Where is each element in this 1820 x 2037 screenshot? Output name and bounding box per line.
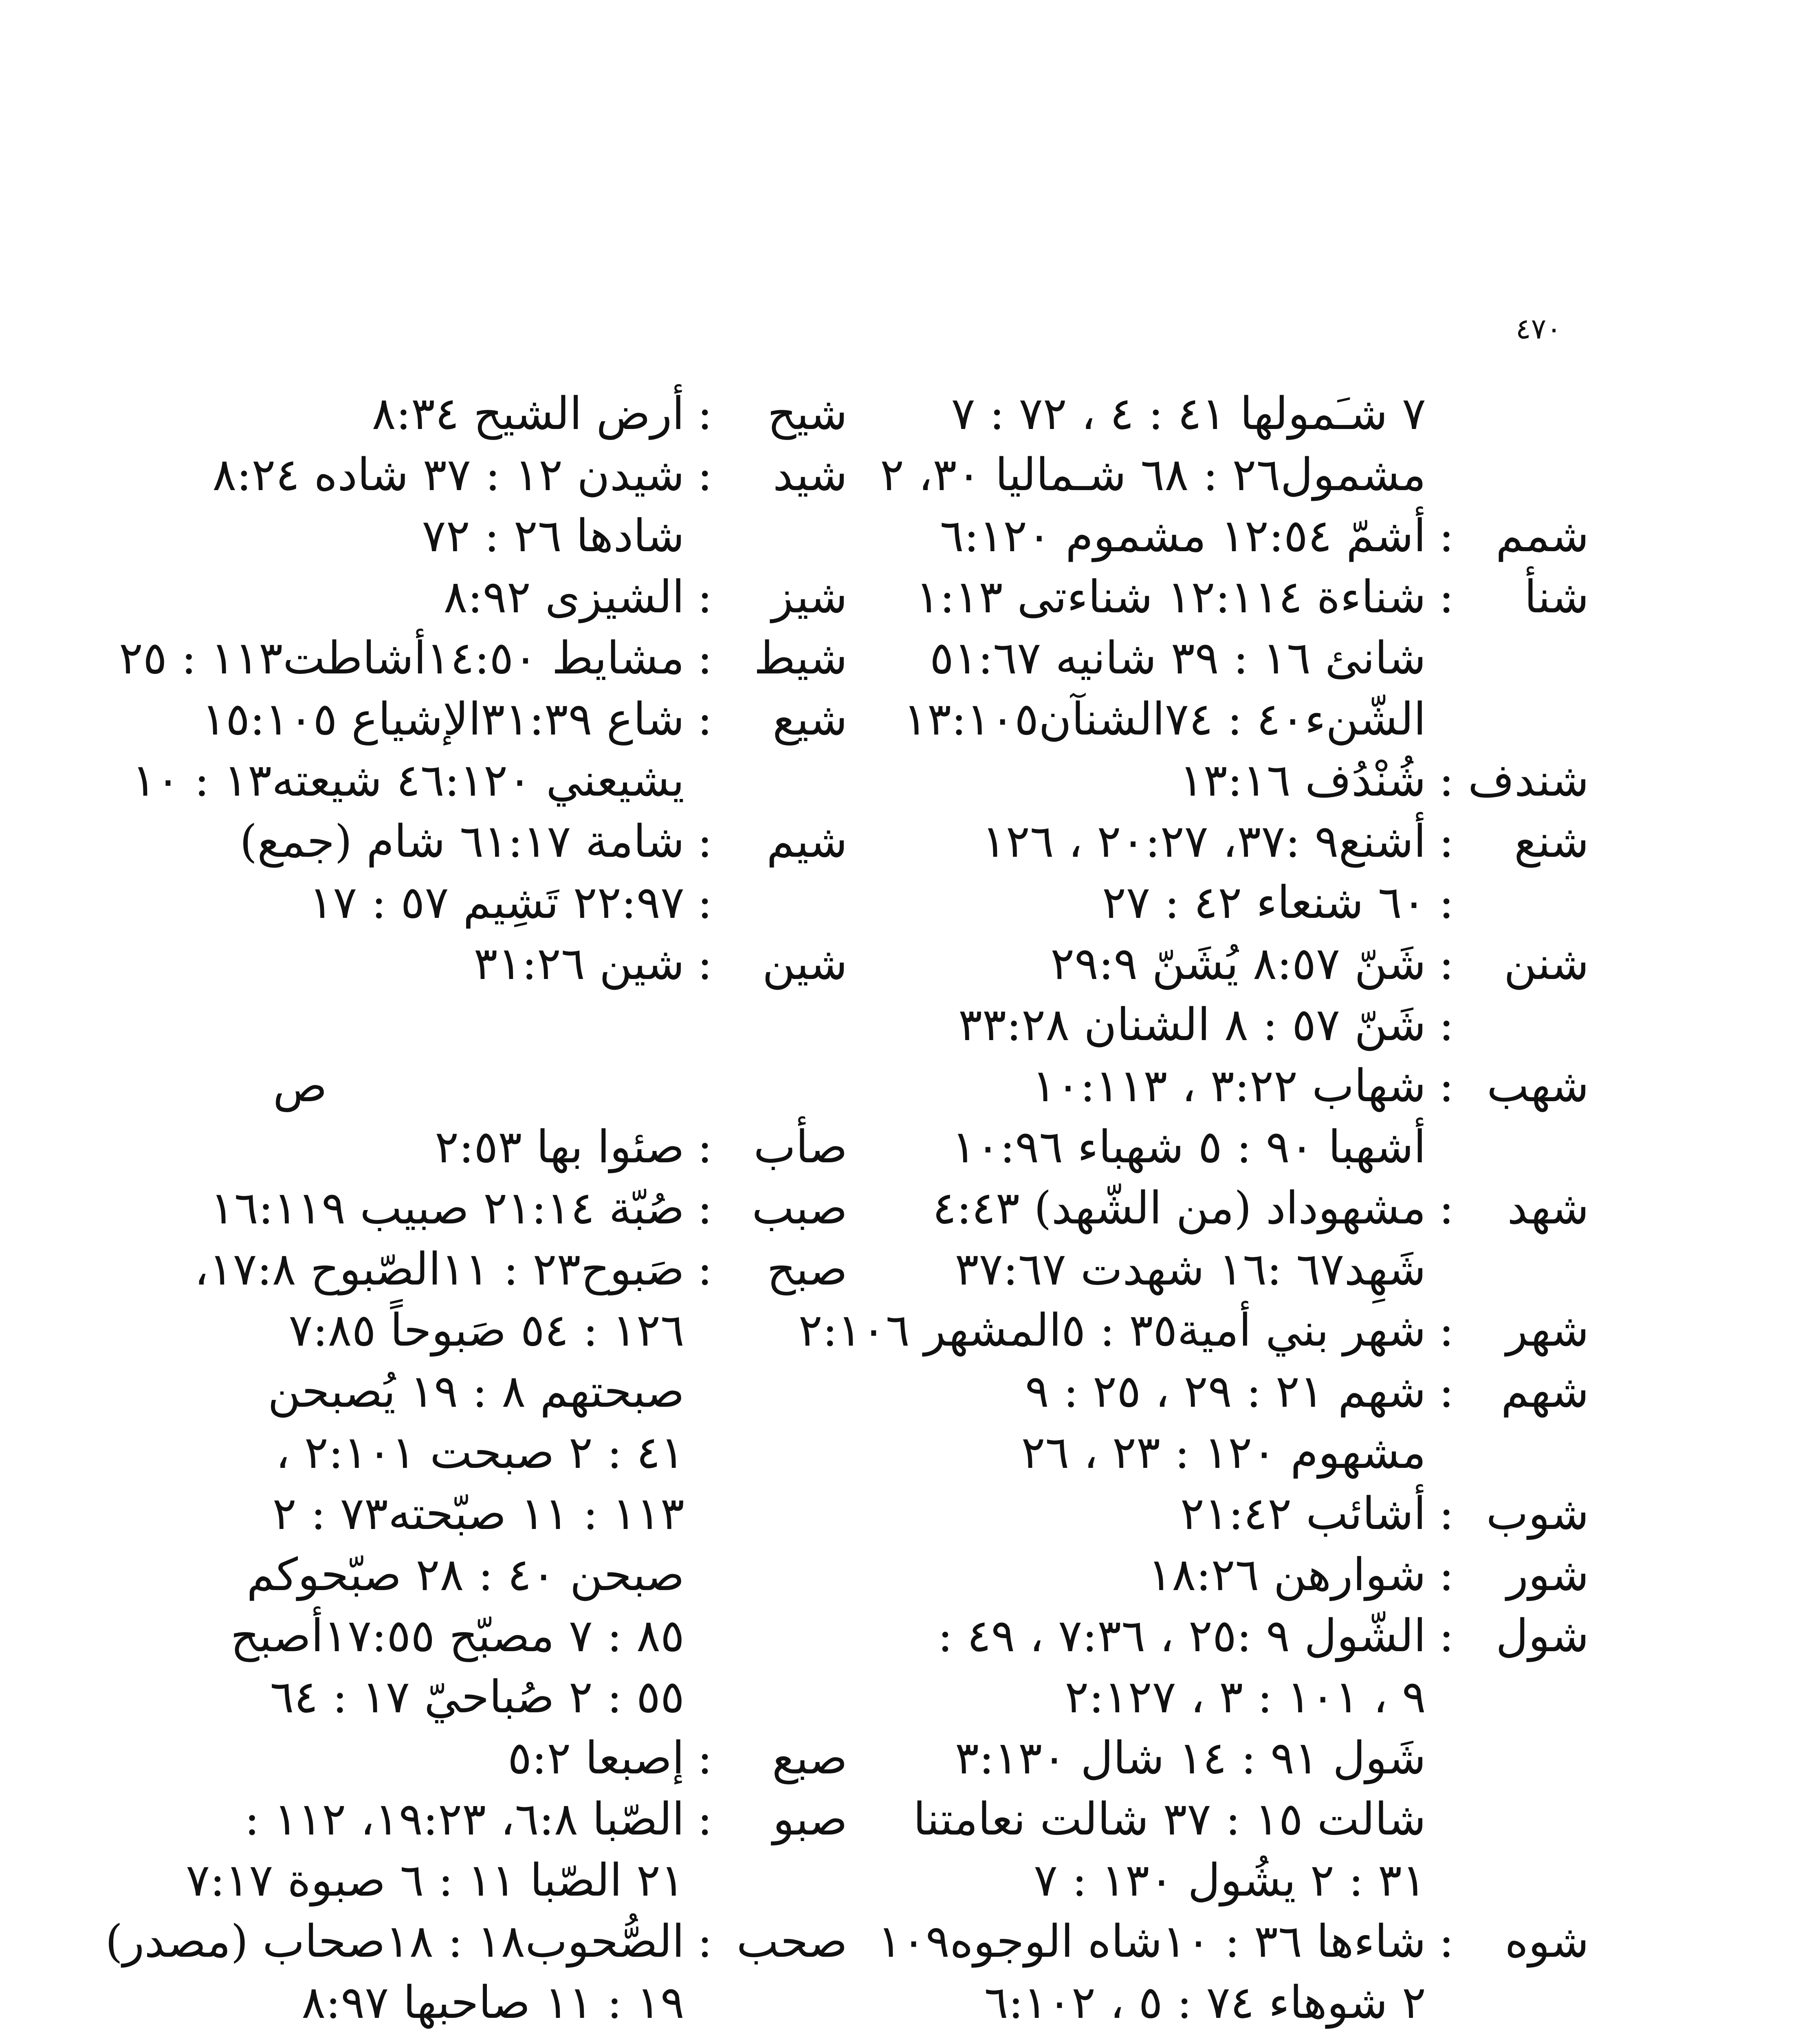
- index-entry: [970, 750, 1589, 811]
- entry-references: ٢٢:٩٧ تَشِيم ٥٧ : ١٧: [309, 876, 684, 928]
- entry-separator: :: [1439, 1610, 1454, 1662]
- entry-separator: :: [1439, 999, 1454, 1051]
- entry-references: ٩ ، ١٠١ : ٣ ، ٢:١٢٧: [1065, 1671, 1426, 1723]
- index-entry: [970, 1483, 1589, 1544]
- entry-root: شنأ: [1524, 571, 1589, 623]
- entry-separator: :: [1439, 876, 1454, 928]
- index-entry: [903, 689, 1589, 750]
- entry-references: الشّول ٩ :٢٥ ، ٧:٣٦ ، ٤٩ :: [938, 1610, 1426, 1662]
- index-entry: [119, 627, 847, 689]
- entry-references: شاءها ٣٦ : ١٠شاه الوجوه١٠٩: [877, 1915, 1426, 1967]
- entry-separator: [1426, 2033, 1467, 2037]
- index-entry: [186, 1850, 847, 1911]
- index-entry: [929, 627, 1589, 689]
- entry-separator: :: [697, 937, 713, 990]
- entry-root: شهب: [1487, 1060, 1589, 1112]
- index-entry: [228, 1361, 847, 1422]
- index-entry: [798, 1300, 1589, 1361]
- entry-separator: :: [697, 815, 713, 867]
- entry-root: شور: [1506, 1549, 1589, 1601]
- entry-separator: :: [1439, 1182, 1454, 1234]
- entry-root: شهر: [1506, 1304, 1589, 1356]
- entry-root: شيط: [754, 632, 847, 684]
- index-entry: [951, 383, 1589, 444]
- index-entry: [970, 872, 1589, 933]
- entry-references: [887, 2033, 1426, 2037]
- entry-separator: :: [697, 571, 713, 623]
- index-entry: [212, 444, 847, 505]
- entry-references: أشمّ ١٢:٥٤ مشموم ٦:١٢٠: [940, 510, 1426, 562]
- blank-line: [228, 994, 847, 1055]
- page-number: ٤٧٠: [1516, 312, 1562, 345]
- entry-references: ١٩ : ١١ صاحبها ٨:٩٧: [301, 1976, 684, 2028]
- index-entry: [970, 933, 1589, 994]
- index-entry: [228, 1788, 847, 1850]
- entry-separator: :: [697, 876, 713, 928]
- entry-references: صُبّة ٢١:١٤ صبيب ١٦:١١٩: [210, 1182, 684, 1234]
- index-entry: [202, 689, 847, 750]
- index-entry: [228, 1483, 847, 1544]
- entry-references: شوارهن ١٨:٢٦: [1148, 1549, 1426, 1601]
- index-entry: [913, 1788, 1589, 1850]
- index-entry: [228, 2033, 847, 2037]
- entry-references: [228, 2033, 684, 2037]
- entry-root: صبو: [772, 1793, 847, 1845]
- entry-root: شنع: [1514, 815, 1589, 867]
- index-entry: [880, 444, 1589, 505]
- entry-references: شهر بني أمية٣٥ : ٥المشهر ٢:١٠٦: [798, 1304, 1426, 1356]
- entry-root: شنن: [1503, 937, 1589, 990]
- entry-references: ٢١ الصّبا ١١ : ٦ صبوة ٧:١٧: [186, 1854, 684, 1906]
- entry-references: شاع ٣١:٣٩الإشياع ١٥:١٠٥: [202, 693, 684, 745]
- entry-references: ٤١ : ٢ صبحت ٢:١٠١ ،: [275, 1426, 684, 1478]
- index-entry: [228, 872, 847, 933]
- section-letter: ص: [273, 1060, 327, 1112]
- entry-root: صبع: [772, 1732, 847, 1784]
- entry-separator: :: [697, 387, 713, 440]
- index-entry: [877, 1911, 1589, 1972]
- entry-references: ١٢٦ : ٥٤ صَبوحاً ٧:٨٥: [288, 1304, 684, 1356]
- entry-references: أرض الشيح ٨:٣٤: [372, 387, 684, 440]
- entry-separator: :: [697, 1915, 713, 1967]
- index-entry: [940, 505, 1589, 566]
- index-entry: [210, 1177, 847, 1238]
- entry-separator: :: [1439, 1487, 1454, 1540]
- entry-root: [1467, 2033, 1589, 2037]
- index-entry: [228, 383, 847, 444]
- index-entry: [132, 750, 847, 811]
- entry-references: أشائب ٢١:٤٢: [1180, 1487, 1426, 1540]
- entry-references: شامة ٦١:١٧ شام (جمع): [240, 815, 684, 867]
- entry-root: شهد: [1507, 1182, 1589, 1234]
- entry-references: شانئ ١٦ : ٣٩ شانيه ٥١:٦٧: [929, 632, 1426, 684]
- entry-separator: :: [1439, 1060, 1454, 1112]
- index-entry: [955, 1238, 1589, 1300]
- index-entry: [228, 1972, 847, 2033]
- index-entry: [970, 1972, 1589, 2033]
- entry-root: شوه: [1505, 1915, 1589, 1967]
- entry-separator: :: [1439, 1304, 1454, 1356]
- entry-references: يشيعني ٤٦:١٢٠ شيعته١٣ : ١٠: [132, 754, 684, 806]
- entry-references: صئوا بها ٢:٥٣: [434, 1121, 684, 1173]
- entry-references: شُنْدُف ١٣:١٦: [1179, 754, 1426, 806]
- index-entry: [955, 1727, 1589, 1788]
- entry-references: شين ٣١:٢٦: [473, 937, 684, 990]
- entry-references: شالت ١٥ : ٣٧ شالت نعامتنا: [913, 1793, 1426, 1845]
- entry-references: شيدن ١٢ : ٣٧ شاده ٨:٢٤: [212, 449, 684, 501]
- entry-root: شوب: [1486, 1487, 1589, 1540]
- index-entry: [228, 1116, 847, 1177]
- index-entry: [228, 1544, 847, 1605]
- index-entry: [970, 1422, 1589, 1483]
- index-entry: [970, 1361, 1589, 1422]
- entry-references: شَول ٩١ : ١٤ شال ٣:١٣٠: [955, 1732, 1426, 1784]
- entry-root: صأب: [753, 1121, 847, 1173]
- entry-references: إصبعا ٥:٢: [508, 1732, 684, 1784]
- entry-separator: :: [697, 1793, 713, 1845]
- entry-references: شناءة ١٢:١١٤ شناءتى ١:١٣: [916, 571, 1426, 623]
- entry-separator: :: [1439, 1549, 1454, 1601]
- entry-references: مشايط ١٤:٥٠أشاطت١١٣ : ٢٥: [119, 632, 684, 684]
- index-entry: [228, 1666, 847, 1727]
- entry-references: ٥٥ : ٢ صُباحيّ ١٧ : ٦٤: [270, 1671, 684, 1723]
- entry-root: شيع: [772, 693, 847, 745]
- entry-separator: :: [1439, 510, 1454, 562]
- entry-references: ٢ شوهاء ٧٤ : ٥ ، ٦:١٠٢: [984, 1976, 1426, 2028]
- index-entry: [228, 566, 847, 627]
- entry-separator: :: [1439, 937, 1454, 990]
- entry-separator: :: [1439, 1915, 1454, 1967]
- entry-references: شهم ٢١ : ٢٩ ، ٢٥ : ٩: [1025, 1365, 1426, 1417]
- index-entry: [951, 1116, 1589, 1177]
- entry-separator: :: [697, 1243, 713, 1295]
- entry-references: مشهوداد (من الشّهد) ٤:٤٣: [932, 1182, 1426, 1234]
- entry-root: صبب: [752, 1182, 847, 1234]
- entry-references: أشنع٩ :٣٧، ٢٠:٢٧ ، ١٢٦: [982, 815, 1426, 867]
- entry-references: شَنّ ٥٧ : ٨ الشنان ٣٣:٢٨: [958, 999, 1426, 1051]
- index-entry: [970, 811, 1589, 872]
- entry-references: شادها ٢٦ : ٧٢: [422, 510, 684, 562]
- index-entry: [228, 1422, 847, 1483]
- index-entry: [938, 1605, 1589, 1666]
- entry-references: الشيزى ٨:٩٢: [443, 571, 684, 623]
- entry-references: أشهبا ٩٠ : ٥ شهباء ١٠:٩٦: [951, 1121, 1426, 1173]
- index-entry: [970, 2033, 1589, 2037]
- entry-separator: :: [697, 693, 713, 745]
- entry-references: مشمول٢٦ : ٦٨ شـماليا ٣٠، ٢: [880, 449, 1426, 501]
- entry-root: شندف: [1468, 754, 1589, 806]
- entry-references: شهاب ٣:٢٢ ، ١٠:١١٣: [1032, 1060, 1426, 1112]
- entry-references: الصُّحوب١٨ : ١٨صحاب (مصدر): [105, 1915, 684, 1967]
- entry-root: شول: [1496, 1610, 1589, 1662]
- entry-references: ٧ شـَمولها ٤١ : ٤ ، ٧٢ : ٧: [951, 387, 1426, 440]
- entry-root: شيد: [772, 449, 847, 501]
- index-entry: [228, 811, 847, 872]
- entry-references: ١١٣ : ١١ صبّحته٧٣ : ٢: [272, 1487, 684, 1540]
- entry-references: صَبوح٢٣ : ١١الصّبوح ١٧:٨،: [194, 1243, 684, 1295]
- index-entry: [105, 1911, 847, 1972]
- entry-references: الشّنء٤٠ : ٧٤الشنآن١٣:١٠٥: [903, 693, 1426, 745]
- entry-references: شَهِد٦٧ :١٦ شهدت ٣٧:٦٧: [955, 1243, 1426, 1295]
- entry-separator: :: [1439, 754, 1454, 806]
- index-entry: [958, 994, 1589, 1055]
- entry-separator: :: [1439, 815, 1454, 867]
- index-entry: [228, 933, 847, 994]
- entry-separator: :: [697, 1732, 713, 1784]
- index-entry: [916, 566, 1589, 627]
- entry-root: شيز: [771, 571, 847, 623]
- entry-references: شَنّ ٨:٥٧ يُشَنّ ٢٩:٩: [1050, 937, 1426, 990]
- index-entry: [970, 1544, 1589, 1605]
- entry-references: ٣١ : ٢ يشُول ١٣٠ : ٧: [1033, 1854, 1426, 1906]
- entry-references: صبحتهم ٨ : ١٩ يُصبحن: [268, 1365, 684, 1417]
- entry-root: شمم: [1496, 510, 1589, 562]
- entry-root: صحب: [736, 1915, 847, 1967]
- index-entry: [228, 1300, 847, 1361]
- index-entry: [228, 1605, 847, 1666]
- entry-references: ٨٥ : ٧ مصبّح ١٧:٥٥أصبح: [230, 1610, 684, 1662]
- index-entry: [970, 1666, 1589, 1727]
- entry-separator: :: [697, 1121, 713, 1173]
- index-entry: [970, 1055, 1589, 1116]
- index-entry: [228, 505, 847, 566]
- entry-references: الصّبا ٦:٨، ١٩:٢٣، ١١٢ :: [244, 1793, 684, 1845]
- entry-separator: :: [697, 1182, 713, 1234]
- entry-references: مشهوم ١٢٠ : ٢٣ ، ٢٦: [1021, 1426, 1426, 1478]
- entry-root: شين: [762, 937, 847, 990]
- index-column-left: [105, 383, 847, 2037]
- index-entry: [228, 1727, 847, 1788]
- entry-root: شيم: [766, 815, 847, 867]
- index-entry: [970, 1850, 1589, 1911]
- entry-separator: :: [697, 632, 713, 684]
- entry-references: ٦٠ شنعاء ٤٢ : ٢٧: [1102, 876, 1426, 928]
- entry-separator: :: [697, 449, 713, 501]
- entry-separator: :: [1439, 571, 1454, 623]
- entry-separator: :: [1439, 1365, 1454, 1417]
- entry-root: صبح: [767, 1243, 847, 1295]
- entry-root: شيح: [767, 387, 847, 440]
- entry-references: صبحن ٤٠ : ٢٨ صبّحوكم: [246, 1549, 684, 1601]
- index-entry: [932, 1177, 1589, 1238]
- entry-root: شهم: [1501, 1365, 1589, 1417]
- index-entry: [194, 1238, 847, 1300]
